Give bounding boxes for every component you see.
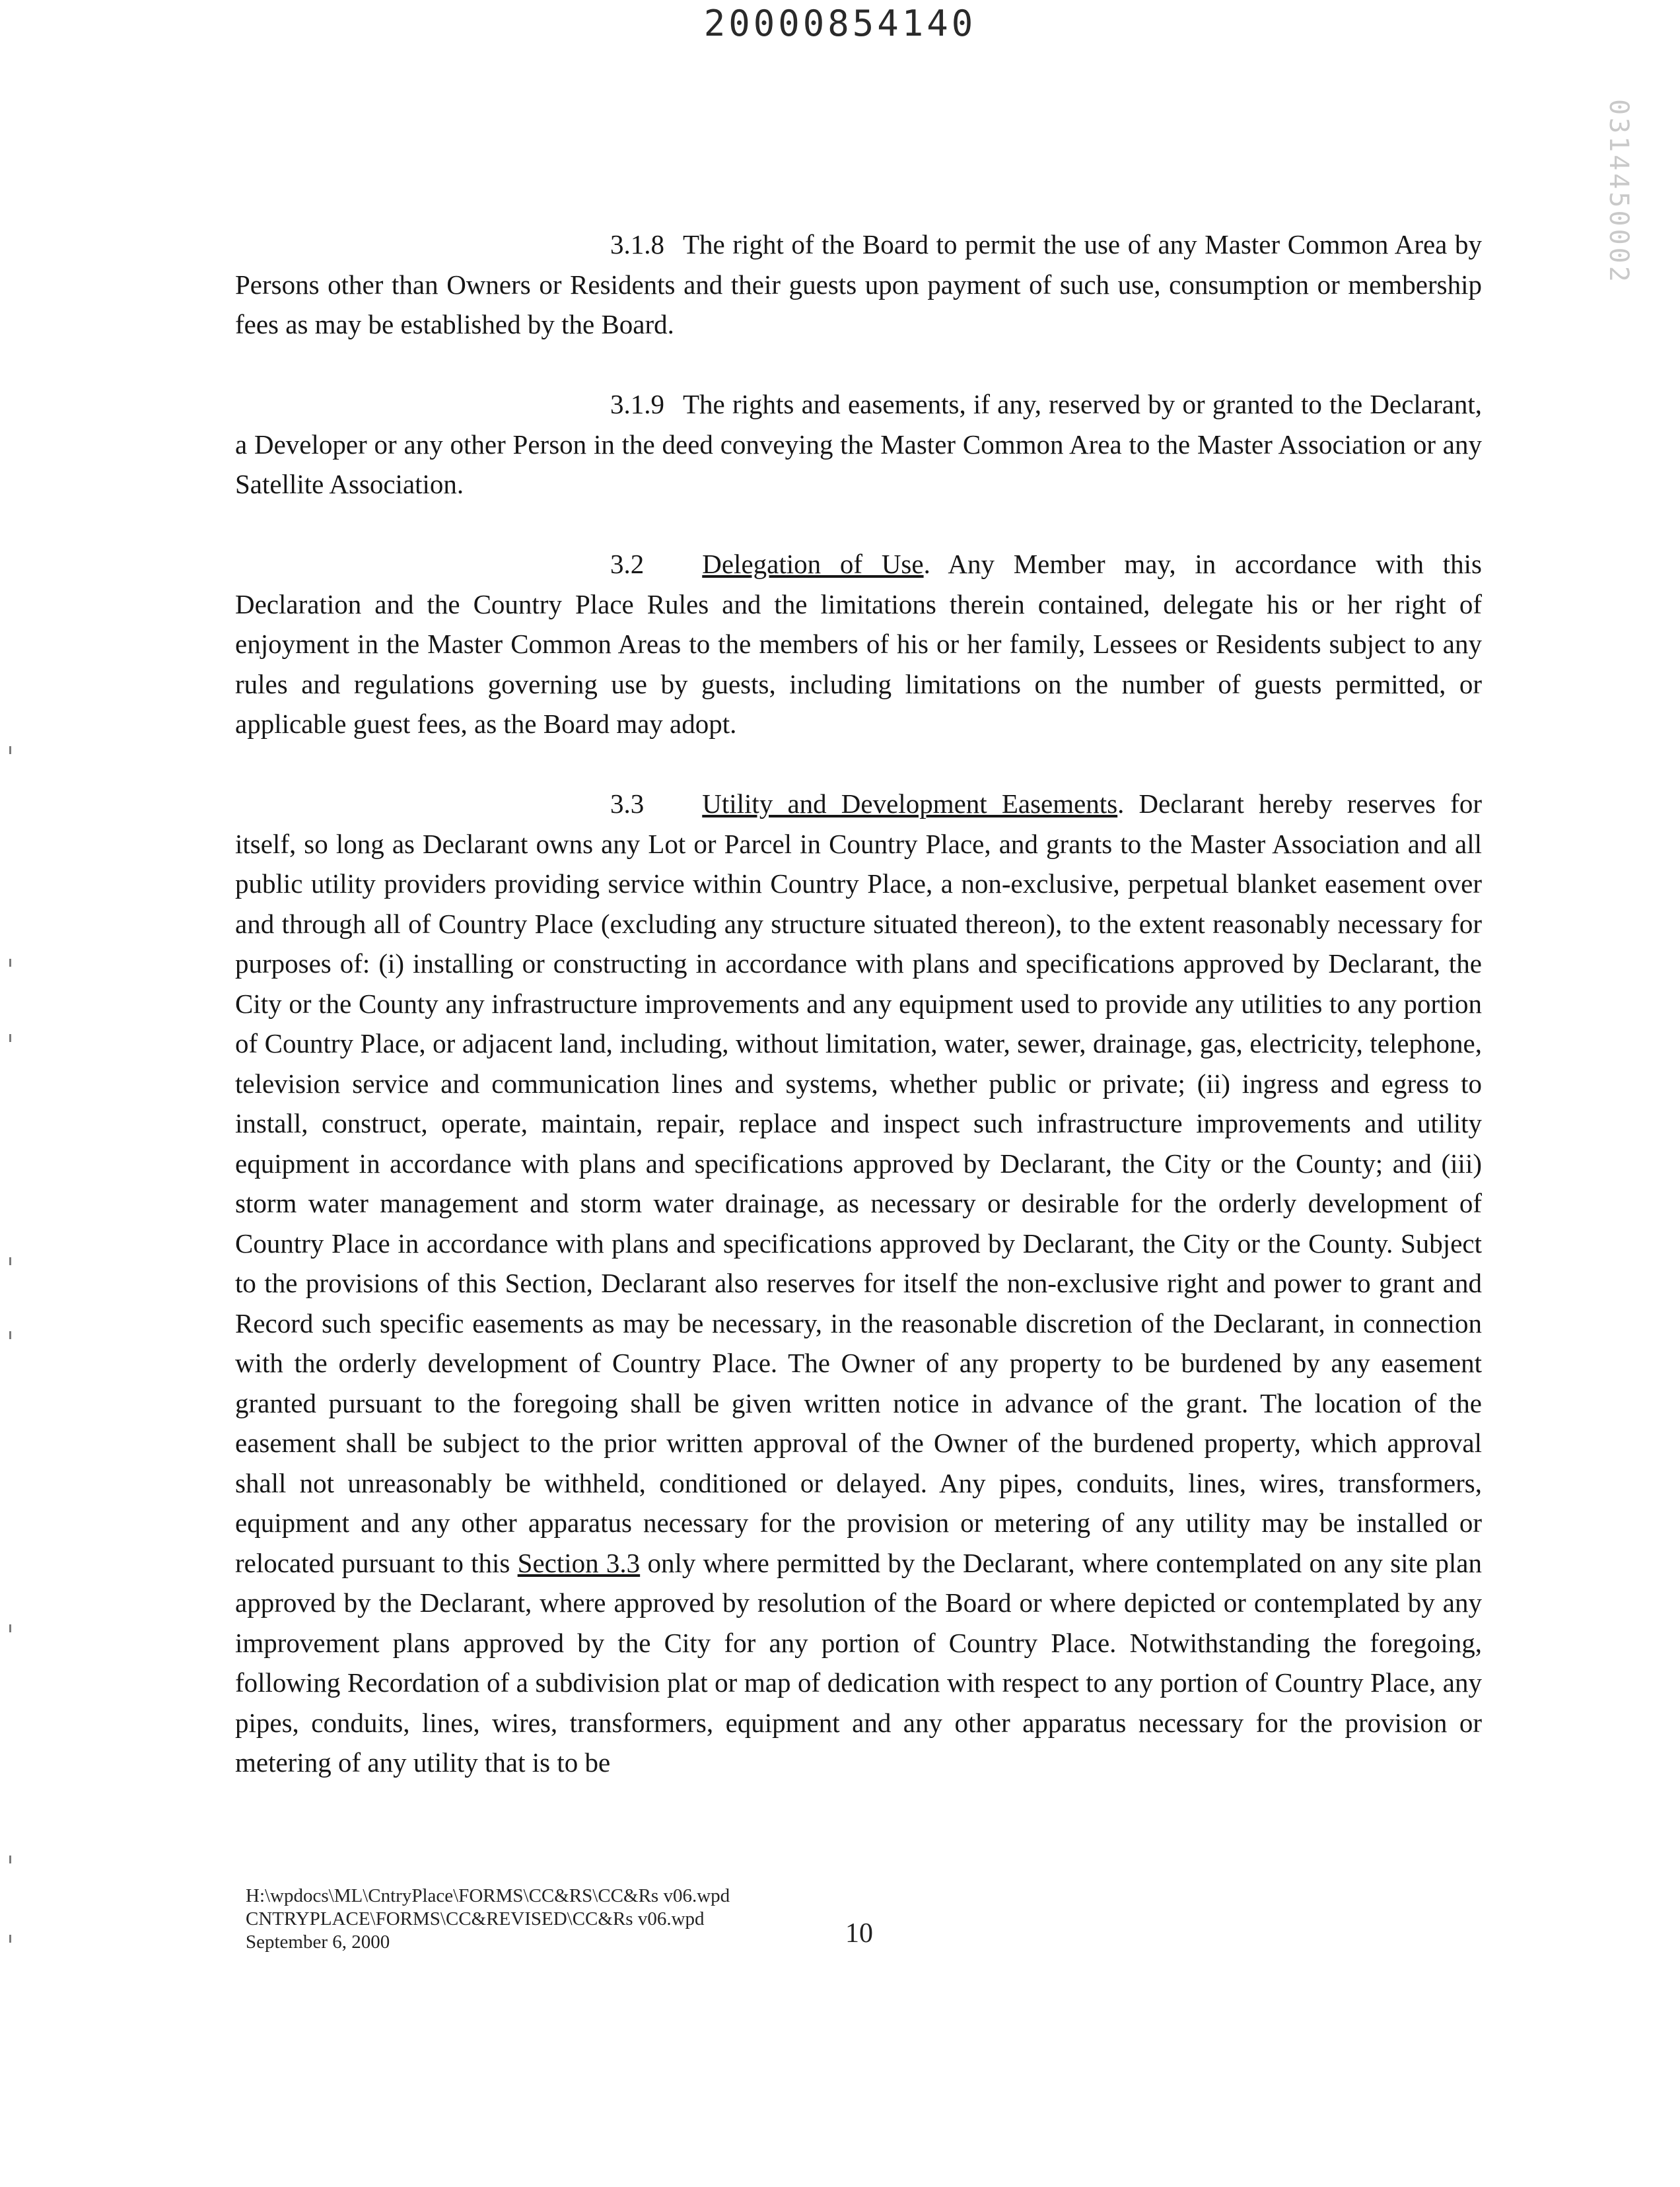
section-number: 3.1.9	[610, 389, 664, 419]
paragraph-text: . Any Member may, in accordance with this Declaration and the Country Place Rules and the limitations therein contained, delegate his or her right of enjoyment in the Master Common Areas to the members of his or her family, Lessees or Residents subject to any rules and regulations governing use by guests, including limitations on the number of guests permitted, or applicable guest fees, as the Board may adopt.	[235, 549, 1483, 739]
scan-margin-mark	[9, 1935, 11, 1943]
paragraph-3-1-9	[235, 384, 1482, 504]
paragraph-text: The rights and easements, if any, reserved by or granted to the Declarant, a Developer or any other Person in the deed conveying the Master Common Area to the Master Association or any Satellite Association.	[235, 389, 1482, 499]
section-heading: Delegation of Use	[702, 549, 924, 579]
section-reference: Section 3.3	[517, 1547, 641, 1578]
page-number: 10	[845, 1918, 873, 1949]
paragraph-text: only where permitted by the Declarant, where contemplated on any site plan approved by the Declarant, where approved by resolution of the Board or where depicted or contemplated by any improvement plans approved by the City for any portion of Country Place. Notwithstanding the foregoing, following Recordation of a subdivision plat or map of dedication with respect to any portion of Country Place, any pipes, conduits, lines, wires, transformers, equipment and any other apparatus necessary for the provision or metering of any utility that is to be	[235, 1547, 1483, 1778]
side-stamp: 0314450002	[1603, 99, 1634, 285]
paragraph-3-3	[235, 784, 1482, 1783]
scan-margin-mark	[9, 1624, 11, 1632]
footer	[246, 1885, 730, 1954]
paragraph-text: . Declarant hereby reserves for itself, so long as Declarant owns any Lot or Parcel in Country Place, and grants to the Master Association and all public utility providers providing service within Country Place, a non-exclusive, perpetual blanket easement over and through all of Country Place (excluding any structure situated thereon), to the extent reasonably necessary for purposes of: (i) installing or constructing in accordance with plans and specifications approved by Declarant, the City or the County any infrastructure improvements and any equipment used to provide any utilities to any portion of Country Place, or adjacent land, including, without limitation, water, sewer, drainage, gas, electricity, telephone, television service and communication lines and systems, whether public or private; (ii) ingress and egress to install, construct, operate, maintain, repair, replace and inspect such infrastructure improvements and utility equipment in accordance with plans and specifications approved by Declarant, the City or the County; and (iii) storm water management and storm water drainage, as necessary or desirable for the orderly development of Country Place in accordance with plans and specifications approved by Declarant, the City or the County. Subject to the provisions of this Section, Declarant also reserves for itself the non-exclusive right and power to grant and Record such specific easements as may be necessary, in the reasonable discretion of the Declarant, in connection with the orderly development of Country Place. The Owner of any property to be burdened by any easement granted pursuant to the foregoing shall be given written notice in advance of the grant. The location of the easement shall be subject to the prior written approval of the Owner of the burdened property, which approval shall not unreasonably be withheld, conditioned or delayed. Any pipes, conduits, lines, wires, transformers, equipment and any other apparatus necessary for the provision or metering of any utility may be installed or relocated pursuant to this	[235, 788, 1482, 1578]
scan-margin-mark	[9, 746, 11, 754]
scan-margin-mark	[9, 1331, 11, 1339]
paragraph-text: The right of the Board to permit the use of any Master Common Area by Persons other than Owners or Residents and their guests upon payment of such use, consumption or membership fees as may be established by the Board.	[235, 229, 1482, 339]
paragraph-3-2	[235, 544, 1482, 744]
section-number: 3.1.8	[610, 229, 664, 260]
document-body	[235, 225, 1482, 1783]
footer-path-1: H:\wpdocs\ML\CntryPlace\FORMS\CC&RS\CC&Rs v06.wpd	[246, 1885, 730, 1906]
scan-margin-mark	[9, 1034, 11, 1042]
document-id: 20000854140	[703, 3, 977, 44]
footer-path-2: CNTRYPLACE\FORMS\CC&REVISED\CC&Rs v06.wpd	[246, 1908, 705, 1929]
paragraph-3-1-8	[235, 225, 1482, 345]
footer-date: September 6, 2000	[246, 1931, 390, 1953]
section-heading: Utility and Development Easements	[702, 788, 1118, 819]
section-number: 3.2	[610, 549, 645, 579]
section-number: 3.3	[610, 788, 645, 819]
scan-margin-mark	[9, 1856, 11, 1863]
scan-margin-mark	[9, 1257, 11, 1265]
scan-margin-mark	[9, 959, 11, 967]
